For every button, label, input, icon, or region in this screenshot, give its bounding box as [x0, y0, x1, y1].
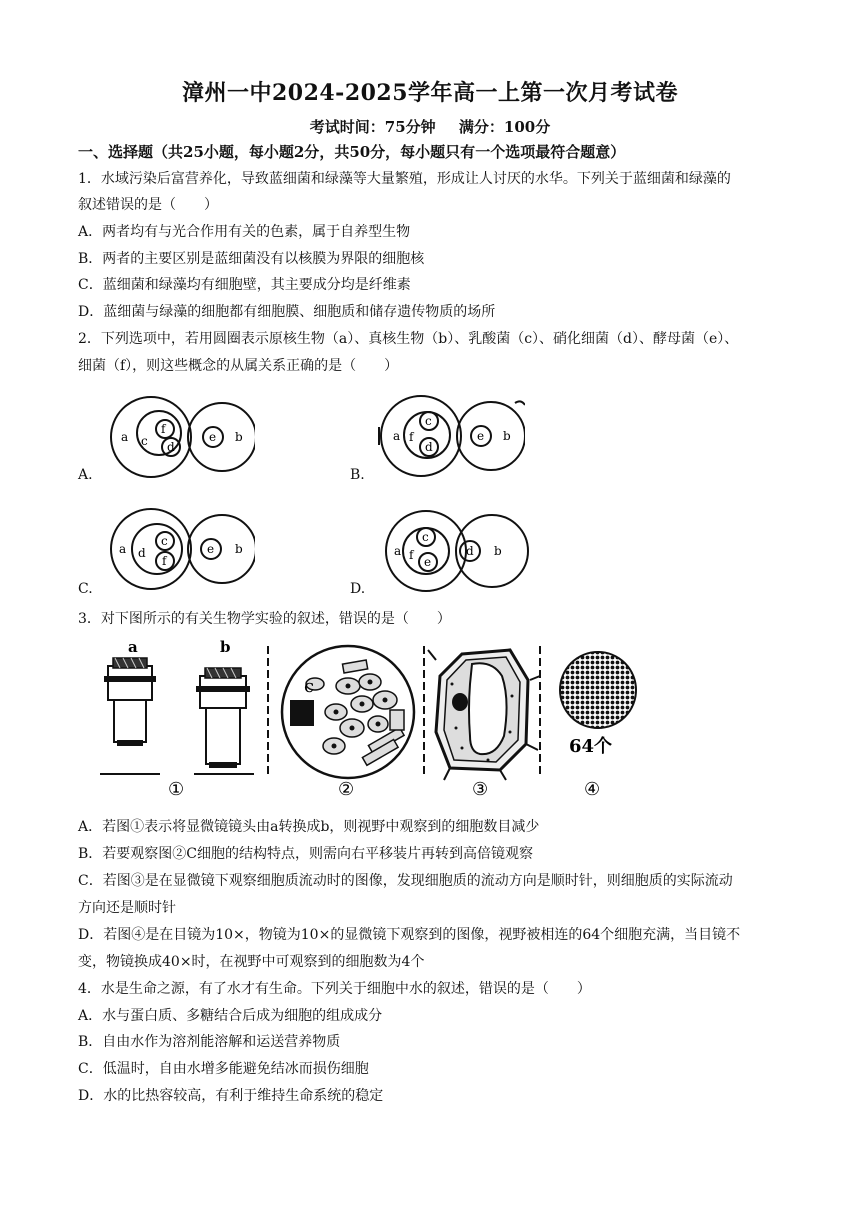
exam-score: 满分：100分: [458, 118, 551, 136]
venn-diagram-b: [375, 391, 525, 481]
objective-lens-b: [194, 668, 254, 774]
label-d: d: [425, 440, 433, 454]
label-d: d: [167, 440, 175, 454]
label-c: c: [425, 414, 432, 428]
page-title: 漳州一中2024-2025学年高一上第一次月考试卷: [181, 80, 679, 106]
q1-option-d: D．蓝细菌与绿藻的细胞都有细胞膜、细胞质和储存遗传物质的场所: [78, 304, 496, 320]
q4-option-d: D．水的比热容较高，有利于维持生命系统的稳定: [78, 1088, 384, 1104]
q4-stem: 4．水是生命之源，有了水才有生命。下列关于细胞中水的叙述，错误的是（ ）: [78, 981, 591, 997]
label-c: c: [422, 530, 429, 544]
q1-option-b: B．两者的主要区别是蓝细菌没有以核膜为界限的细胞核: [78, 251, 425, 267]
label-c: c: [141, 434, 148, 448]
q2-label-c: C.: [78, 581, 93, 597]
q4-option-b: B．自由水作为溶剂能溶解和运送营养物质: [78, 1034, 341, 1050]
q4-option-c: C．低温时，自由水增多能避免结冰而损伤细胞: [78, 1061, 369, 1077]
label-d: d: [466, 544, 474, 558]
label-e: e: [207, 542, 215, 556]
q1-option-a: A．两者均有与光合作用有关的色素，属于自养型生物: [78, 224, 411, 240]
cell-count-label: 64个: [569, 736, 613, 757]
exam-time: 考试时间：75分钟: [309, 118, 436, 136]
fig-number-2: ②: [338, 779, 355, 800]
cell-c-label: c: [304, 676, 315, 697]
q2-label-b: B.: [350, 467, 365, 483]
label-b: b: [503, 429, 511, 443]
microscope-field: [282, 646, 414, 778]
venn-diagram-a: [105, 393, 255, 483]
label-f: f: [409, 548, 414, 562]
objective-lens-a: [100, 658, 160, 774]
venn-diagram-c: [105, 505, 255, 595]
q2-label-a: A.: [78, 467, 93, 483]
q4-option-a: A．水与蛋白质、多糖结合后成为细胞的组成成分: [78, 1008, 383, 1024]
q1-stem-line2: 叙述错误的是（ ）: [78, 197, 218, 213]
label-b: b: [494, 544, 502, 558]
label-f: f: [162, 554, 167, 568]
label-b: b: [235, 542, 243, 556]
label-e: e: [209, 430, 217, 444]
q1-option-c: C．蓝细菌和绿藻均有细胞壁，其主要成分均是纤维素: [78, 277, 411, 293]
fig-number-4: ④: [584, 779, 601, 800]
label-f: f: [161, 422, 166, 436]
q2-stem-line1: 2．下列选项中，若用圆圈表示原核生物（a）、真核生物（b）、乳酸菌（c）、硝化细菌（d）、酵母菌（e）、: [78, 331, 739, 347]
q3-option-d-line2: 变，物镜换成40×时，在视野中可观察到的细胞数为4个: [78, 954, 425, 970]
venn-diagram-d: [380, 507, 530, 597]
label-f: f: [409, 430, 414, 444]
label-d: d: [138, 546, 146, 560]
fig-number-1: ①: [168, 779, 185, 800]
label-e: e: [424, 555, 432, 569]
label-c: c: [161, 534, 168, 548]
q3-figure: [100, 640, 640, 805]
exam-info: [0, 116, 860, 137]
label-a: a: [121, 430, 129, 444]
q3-stem: 3．对下图所示的有关生物学实验的叙述，错误的是（ ）: [78, 611, 451, 627]
lens-a-label: a: [128, 640, 138, 656]
q3-option-a: A．若图①表示将显微镜镜头由a转换成b，则视野中观察到的细胞数目减少: [78, 819, 540, 835]
plant-cell: [428, 650, 540, 780]
section-heading: 一、选择题（共25小题，每小题2分，共50分，每小题只有一个选项最符合题意）: [78, 143, 626, 161]
q3-option-b: B．若要观察图②C细胞的结构特点，则需向右平移装片再转到高倍镜观察: [78, 846, 533, 862]
q3-option-d-line1: D．若图④是在目镜为10×，物镜为10×的显微镜下观察到的图像，视野被相连的64个细胞充满，当目镜不: [78, 927, 741, 943]
q3-option-c-line2: 方向还是顺时针: [78, 900, 176, 916]
label-b: b: [235, 430, 243, 444]
q2-stem-line2: 细菌（f），则这些概念的从属关系正确的是（ ）: [78, 358, 399, 374]
q3-option-c-line1: C．若图③是在显微镜下观察细胞质流动时的图像，发现细胞质的流动方向是顺时针，则细胞质的实际流动: [78, 873, 733, 889]
fig-number-3: ③: [472, 779, 489, 800]
label-a: a: [394, 544, 402, 558]
cell-field-64: [560, 652, 636, 728]
lens-b-label: b: [220, 640, 231, 656]
label-a: a: [119, 542, 127, 556]
q2-label-d: D.: [350, 581, 366, 597]
label-a: a: [393, 429, 401, 443]
q1-stem-line1: 1．水域污染后富营养化，导致蓝细菌和绿藻等大量繁殖，形成让人讨厌的水华。下列关于蓝细菌和绿藻的: [78, 171, 731, 187]
label-e: e: [477, 429, 485, 443]
